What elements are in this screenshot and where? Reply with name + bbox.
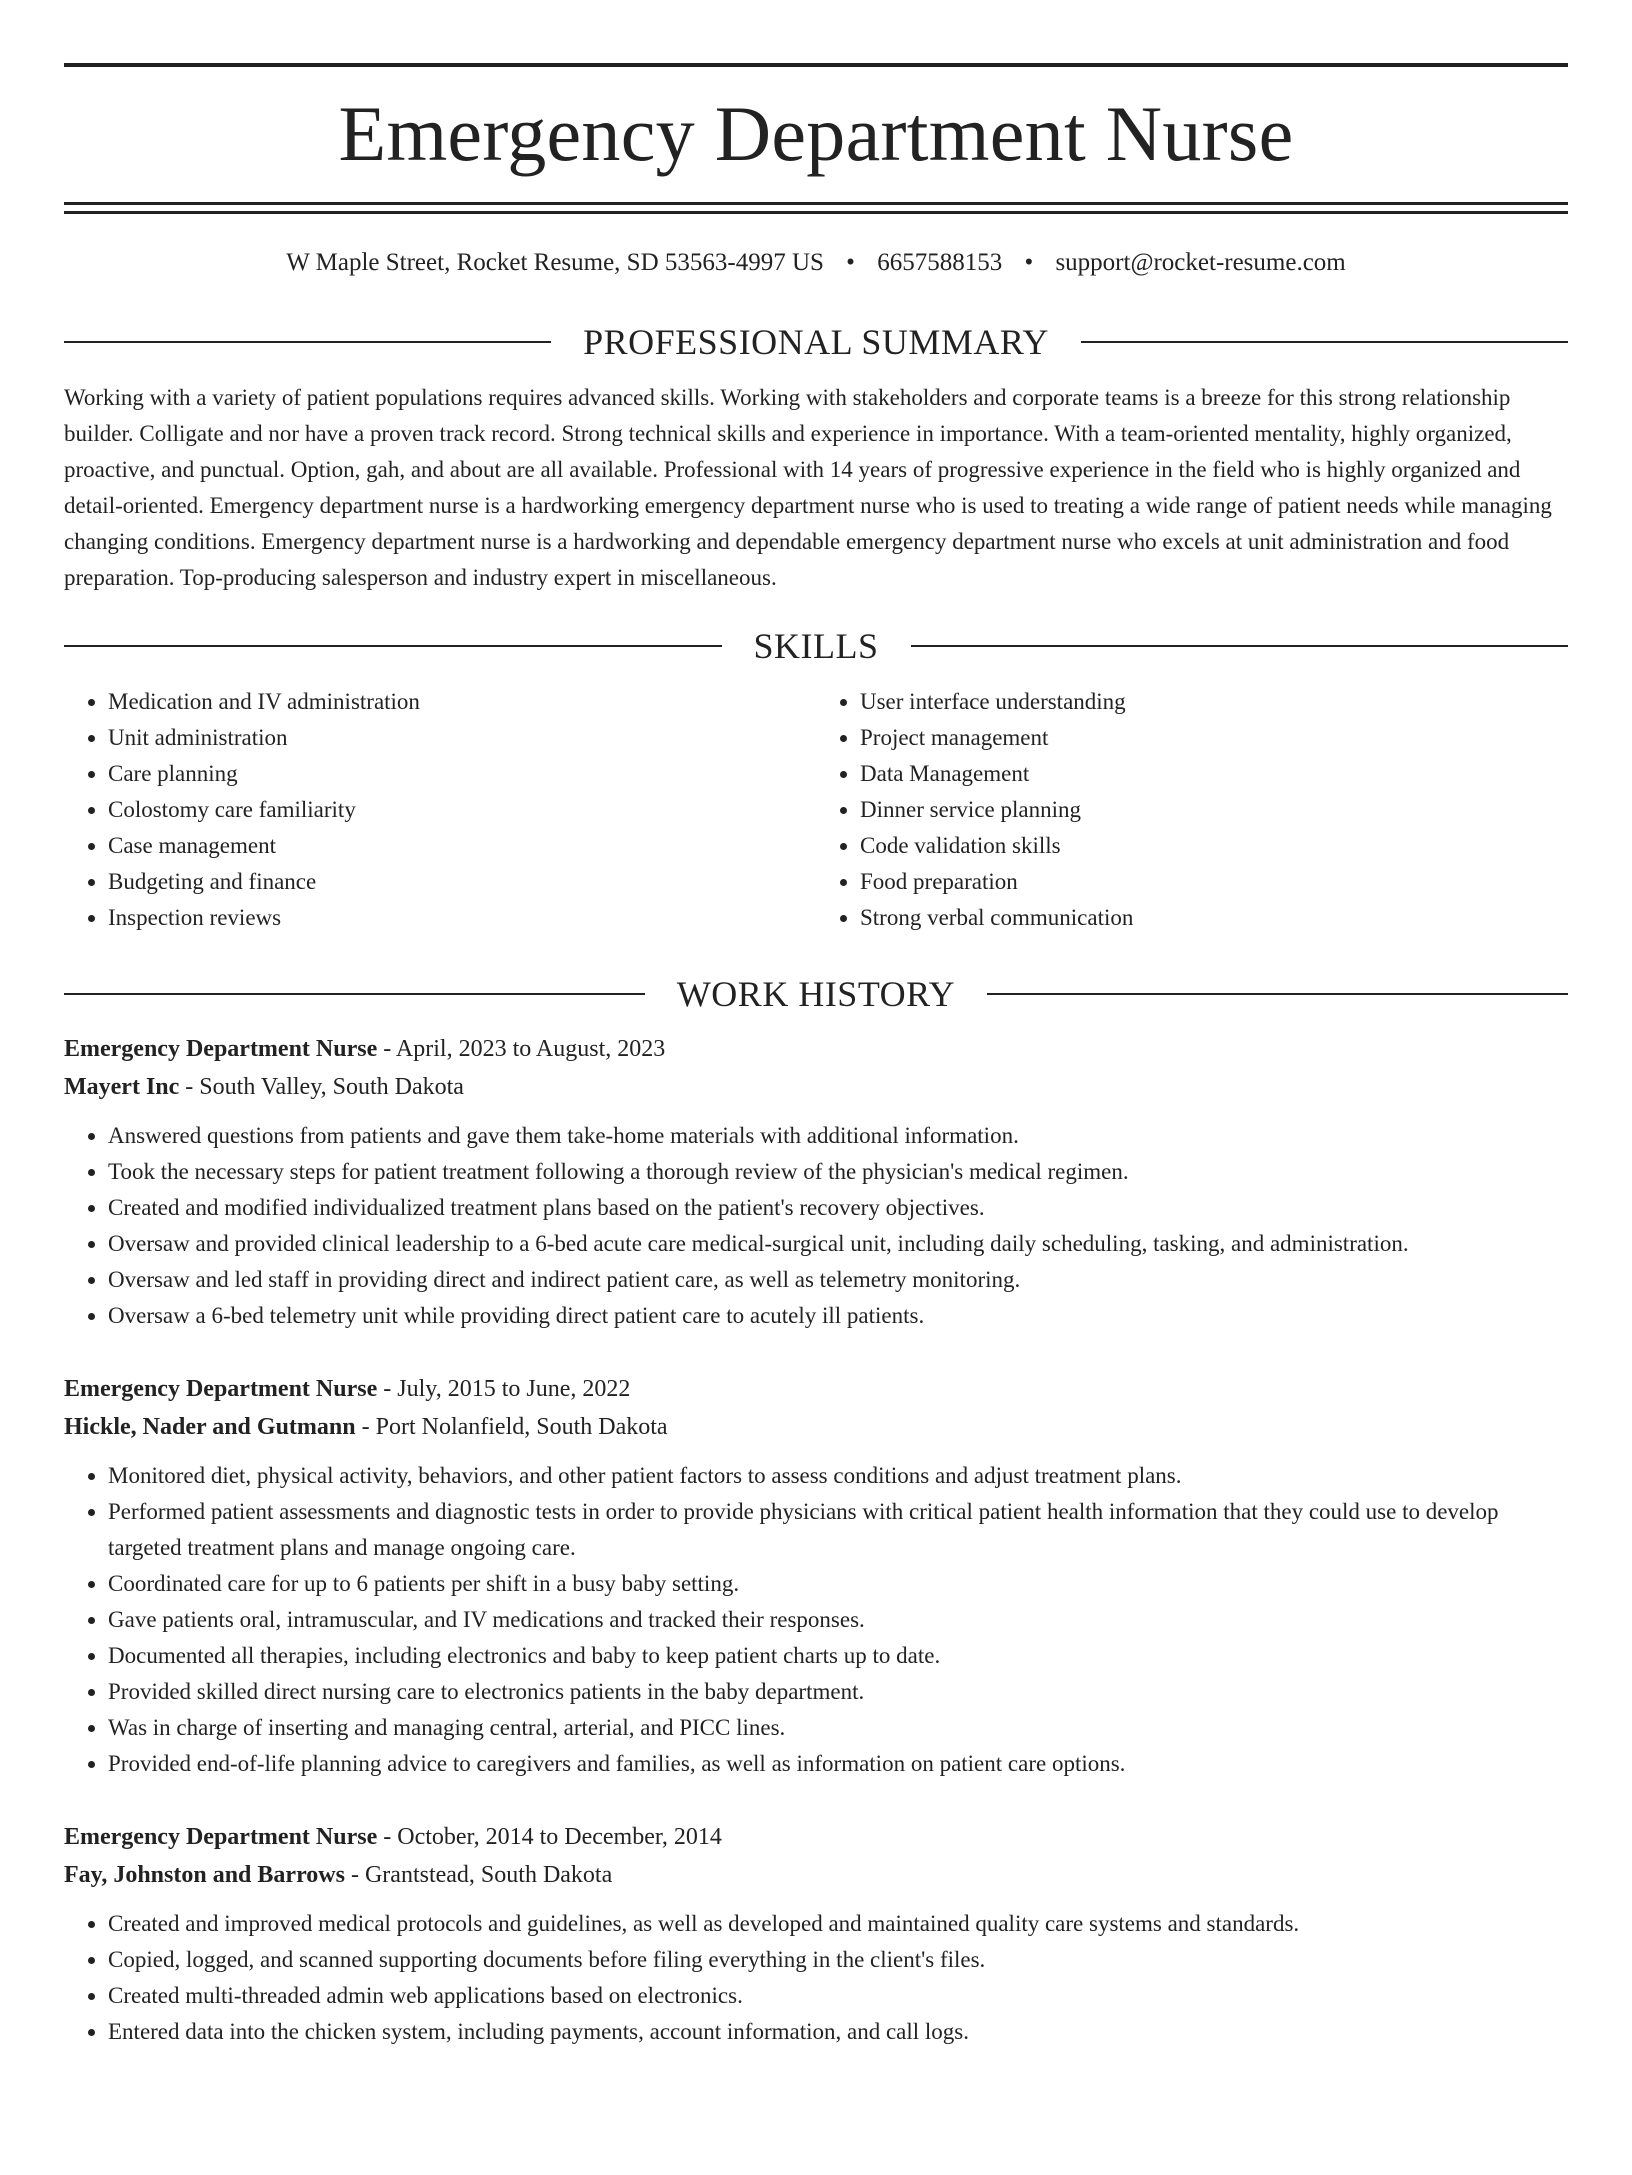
- job-company-line: Hickle, Nader and Gutmann - Port Nolanfield, South Dakota: [64, 1414, 668, 1440]
- job-location: Port Nolanfield, South Dakota: [375, 1414, 668, 1440]
- section-rule: [64, 341, 551, 343]
- job-dates: July, 2015 to June, 2022: [397, 1376, 631, 1402]
- section-rule: [911, 645, 1569, 647]
- section-rule: [64, 993, 645, 995]
- job-dates: October, 2014 to December, 2014: [397, 1824, 722, 1850]
- skills-list-right: [816, 684, 1568, 936]
- skill-item: • Medication and IV administration: [108, 684, 816, 720]
- job-bullet: • Created multi-threaded admin web applications based on electronics.: [108, 1978, 1568, 2014]
- contact-separator: •: [1024, 249, 1034, 276]
- top-rule: [64, 63, 1568, 67]
- job-company-line: Fay, Johnston and Barrows - Grantstead, South Dakota: [64, 1862, 613, 1888]
- section-title: PROFESSIONAL SUMMARY: [583, 322, 1049, 362]
- job-bullet: • Monitored diet, physical activity, behaviors, and other patient factors to assess conditions and adjust treatment plans.: [108, 1458, 1568, 1494]
- job-role: Emergency Department Nurse: [64, 1824, 378, 1850]
- section-rule: [64, 645, 722, 647]
- job-role: Emergency Department Nurse: [64, 1036, 378, 1062]
- contact-phone: 6657588153: [877, 249, 1003, 276]
- job-bullets: [64, 1118, 1568, 1334]
- skill-item: • Data Management: [860, 756, 1568, 792]
- job-bullet: • Performed patient assessments and diagnostic tests in order to provide physicians with critical patient health information that they could use to develop targeted treatment plans and manage ongoing care.: [108, 1494, 1568, 1566]
- job-bullet: • Took the necessary steps for patient treatment following a thorough review of the physician's medical regimen.: [108, 1154, 1568, 1190]
- skill-item: • Case management: [108, 828, 816, 864]
- job-location: Grantstead, South Dakota: [364, 1862, 613, 1888]
- skill-item: • Project management: [860, 720, 1568, 756]
- skill-item: • Food preparation: [860, 864, 1568, 900]
- job-bullet: • Coordinated care for up to 6 patients per shift in a busy baby setting.: [108, 1566, 1568, 1602]
- job-bullet: • Provided skilled direct nursing care to electronics patients in the baby department.: [108, 1674, 1568, 1710]
- section-title: SKILLS: [753, 626, 879, 666]
- job-bullets: [64, 1458, 1568, 1782]
- job-title-line: Emergency Department Nurse - July, 2015 to June, 2022: [64, 1376, 631, 1402]
- section-header-summary: [64, 320, 1568, 364]
- job-dates: April, 2023 to August, 2023: [395, 1036, 666, 1062]
- job-bullet: • Answered questions from patients and gave them take-home materials with additional information.: [108, 1118, 1568, 1154]
- job-bullet: • Was in charge of inserting and managing central, arterial, and PICC lines.: [108, 1710, 1568, 1746]
- job-title-line: Emergency Department Nurse - October, 2014 to December, 2014: [64, 1824, 722, 1850]
- job-bullet: • Oversaw and provided clinical leadership to a 6-bed acute care medical-surgical unit, including daily scheduling, tasking, and administration.: [108, 1226, 1568, 1262]
- job-company: Fay, Johnston and Barrows: [64, 1862, 345, 1888]
- job-bullet: • Created and improved medical protocols and guidelines, as well as developed and maintained quality care systems and standards.: [108, 1906, 1568, 1942]
- job-bullet: • Oversaw and led staff in providing direct and indirect patient care, as well as telemetry monitoring.: [108, 1262, 1568, 1298]
- job-bullet: • Gave patients oral, intramuscular, and IV medications and tracked their responses.: [108, 1602, 1568, 1638]
- contact-separator: •: [846, 249, 855, 276]
- resume-name: Emergency Department Nurse: [338, 90, 1294, 177]
- section-rule: [1081, 341, 1568, 343]
- skill-item: • User interface understanding: [860, 684, 1568, 720]
- skill-item: • Inspection reviews: [108, 900, 816, 936]
- contact-address: W Maple Street, Rocket Resume, SD 53563-4997 US: [286, 249, 824, 276]
- job-bullet: • Documented all therapies, including electronics and baby to keep patient charts up to date.: [108, 1638, 1568, 1674]
- job-bullet: • Copied, logged, and scanned supporting documents before filing everything in the client's files.: [108, 1942, 1568, 1978]
- skill-item: • Colostomy care familiarity: [108, 792, 816, 828]
- job-bullet: • Provided end-of-life planning advice to caregivers and families, as well as information on patient care options.: [108, 1746, 1568, 1782]
- job-role: Emergency Department Nurse: [64, 1376, 378, 1402]
- job-entry: [64, 1818, 1568, 2050]
- job-entry: [64, 1370, 1568, 1782]
- section-header-work-history: [64, 972, 1568, 1016]
- job-company: Mayert Inc: [64, 1074, 180, 1100]
- skill-item: • Dinner service planning: [860, 792, 1568, 828]
- job-bullet: • Oversaw a 6-bed telemetry unit while providing direct patient care to acutely ill patients.: [108, 1298, 1568, 1334]
- job-location: South Valley, South Dakota: [199, 1074, 464, 1100]
- job-title-line: Emergency Department Nurse - April, 2023 to August, 2023: [64, 1036, 666, 1062]
- skill-item: • Code validation skills: [860, 828, 1568, 864]
- job-bullet: • Created and modified individualized treatment plans based on the patient's recovery objectives.: [108, 1190, 1568, 1226]
- contact-email: support@rocket-resume.com: [1055, 249, 1346, 276]
- job-bullet: • Entered data into the chicken system, including payments, account information, and call logs.: [108, 2014, 1568, 2050]
- double-rule: [64, 202, 1568, 214]
- job-entry: [64, 1030, 1568, 1334]
- section-title: WORK HISTORY: [676, 974, 956, 1014]
- resume-page: [0, 63, 1632, 2175]
- skill-item: • Strong verbal communication: [860, 900, 1568, 936]
- skill-item: • Budgeting and finance: [108, 864, 816, 900]
- contact-line: [64, 248, 1568, 278]
- skill-item: • Unit administration: [108, 720, 816, 756]
- job-bullets: [64, 1906, 1568, 2050]
- skills-list-left: [64, 684, 816, 936]
- job-company-line: Mayert Inc - South Valley, South Dakota: [64, 1074, 464, 1100]
- section-header-skills: [64, 624, 1568, 668]
- skill-item: • Care planning: [108, 756, 816, 792]
- section-rule: [987, 993, 1568, 995]
- skills-columns: [64, 684, 1568, 936]
- job-company: Hickle, Nader and Gutmann: [64, 1414, 356, 1440]
- summary-text: Working with a variety of patient populations requires advanced skills. Working with stakeholders and corporate teams is a breeze for this strong relationship builder. Colligate and nor have a proven track record. Strong technical skills and experience in importance. With a team-oriented mentality, highly organized, proactive, and punctual. Option, gah, and about are all available. Professional with 14 years of progressive experience in the field who is highly organized and detail-oriented. Emergency department nurse is a hardworking emergency department nurse who is used to treating a wide range of patient needs while managing changing conditions. Emergency department nurse is a hardworking and dependable emergency department nurse who excels at unit administration and food preparation. Top-producing salesperson and industry expert in miscellaneous.: [64, 385, 1552, 590]
